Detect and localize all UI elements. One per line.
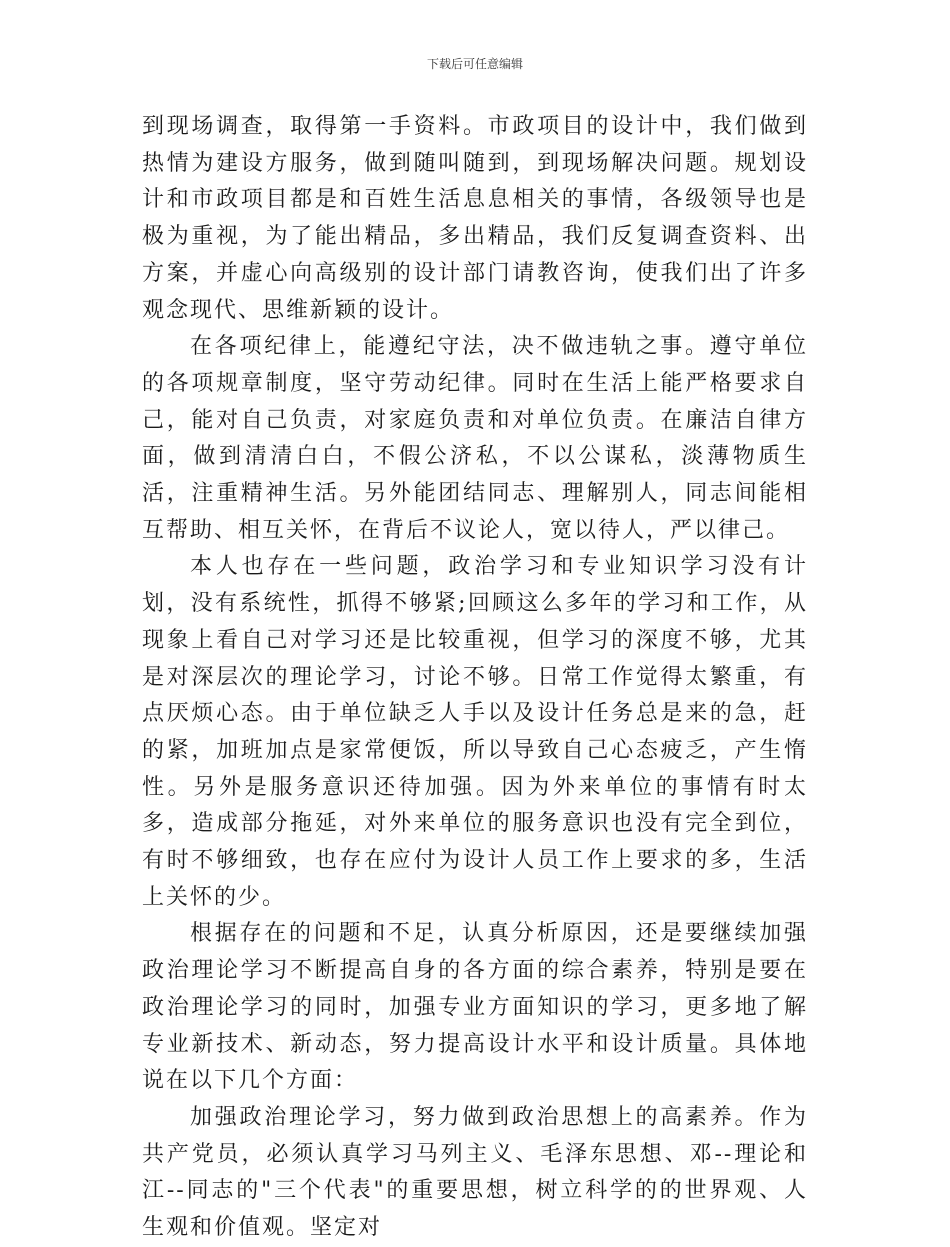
document-body xyxy=(142,109,808,1247)
page-header-note: 下载后可任意编辑 xyxy=(426,57,523,71)
paragraph-4: 根据存在的问题和不足，认真分析原因，还是要继续加强政治理论学习不断提高自身的各方面的综合素养，特别是要在政治理论学习的同时，加强专业方面知识的学习，更多地了解专业新技术、新动态，努力提高设计水平和设计质量。具体地说在以下几个方面： xyxy=(142,921,808,1094)
paragraph-5: 加强政治理论学习，努力做到政治思想上的高素养。作为共产党员，必须认真学习马列主义、毛泽东思想、邓--理论和江--同志的"三个代表"的重要思想，树立科学的的世界观、人生观和价值观。坚定对 xyxy=(142,1104,808,1241)
paragraph-3: 本人也存在一些问题，政治学习和专业知识学习没有计划，没有系统性，抓得不够紧;回顾这么多年的学习和工作，从现象上看自己对学习还是比较重视，但学习的深度不够，尤其是对深层次的理论学习，讨论不够。日常工作觉得太繁重，有点厌烦心态。由于单位缺乏人手以及设计任务总是来的急，赶的紧，加班加点是家常便饭，所以导致自己心态疲乏，产生惰性。另外是服务意识还待加强。因为外来单位的事情有时太多，造成部分拖延，对外来单位的服务意识也没有完全到位，有时不够细致，也存在应付为设计人员工作上要求的多，生活上关怀的少。 xyxy=(142,554,808,910)
paragraph-2: 在各项纪律上，能遵纪守法，决不做违轨之事。遵守单位的各项规章制度，坚守劳动纪律。同时在生活上能严格要求自己，能对自己负责，对家庭负责和对单位负责。在廉洁自律方面，做到清清白白，不假公济私，不以公谋私，淡薄物质生活，注重精神生活。另外能团结同志、理解别人，同志间能相互帮助、相互关怀，在背后不议论人，宽以待人，严以律己。 xyxy=(142,334,808,543)
paragraph-1: 到现场调查，取得第一手资料。市政项目的设计中，我们做到热情为建设方服务，做到随叫随到，到现场解决问题。规划设计和市政项目都是和百姓生活息息相关的事情，各级领导也是极为重视，为了能出精品，多出精品，我们反复调查资料、出方案，并虚心向高级别的设计部门请教咨询，使我们出了许多观念现代、思维新颖的设计。 xyxy=(142,114,808,323)
